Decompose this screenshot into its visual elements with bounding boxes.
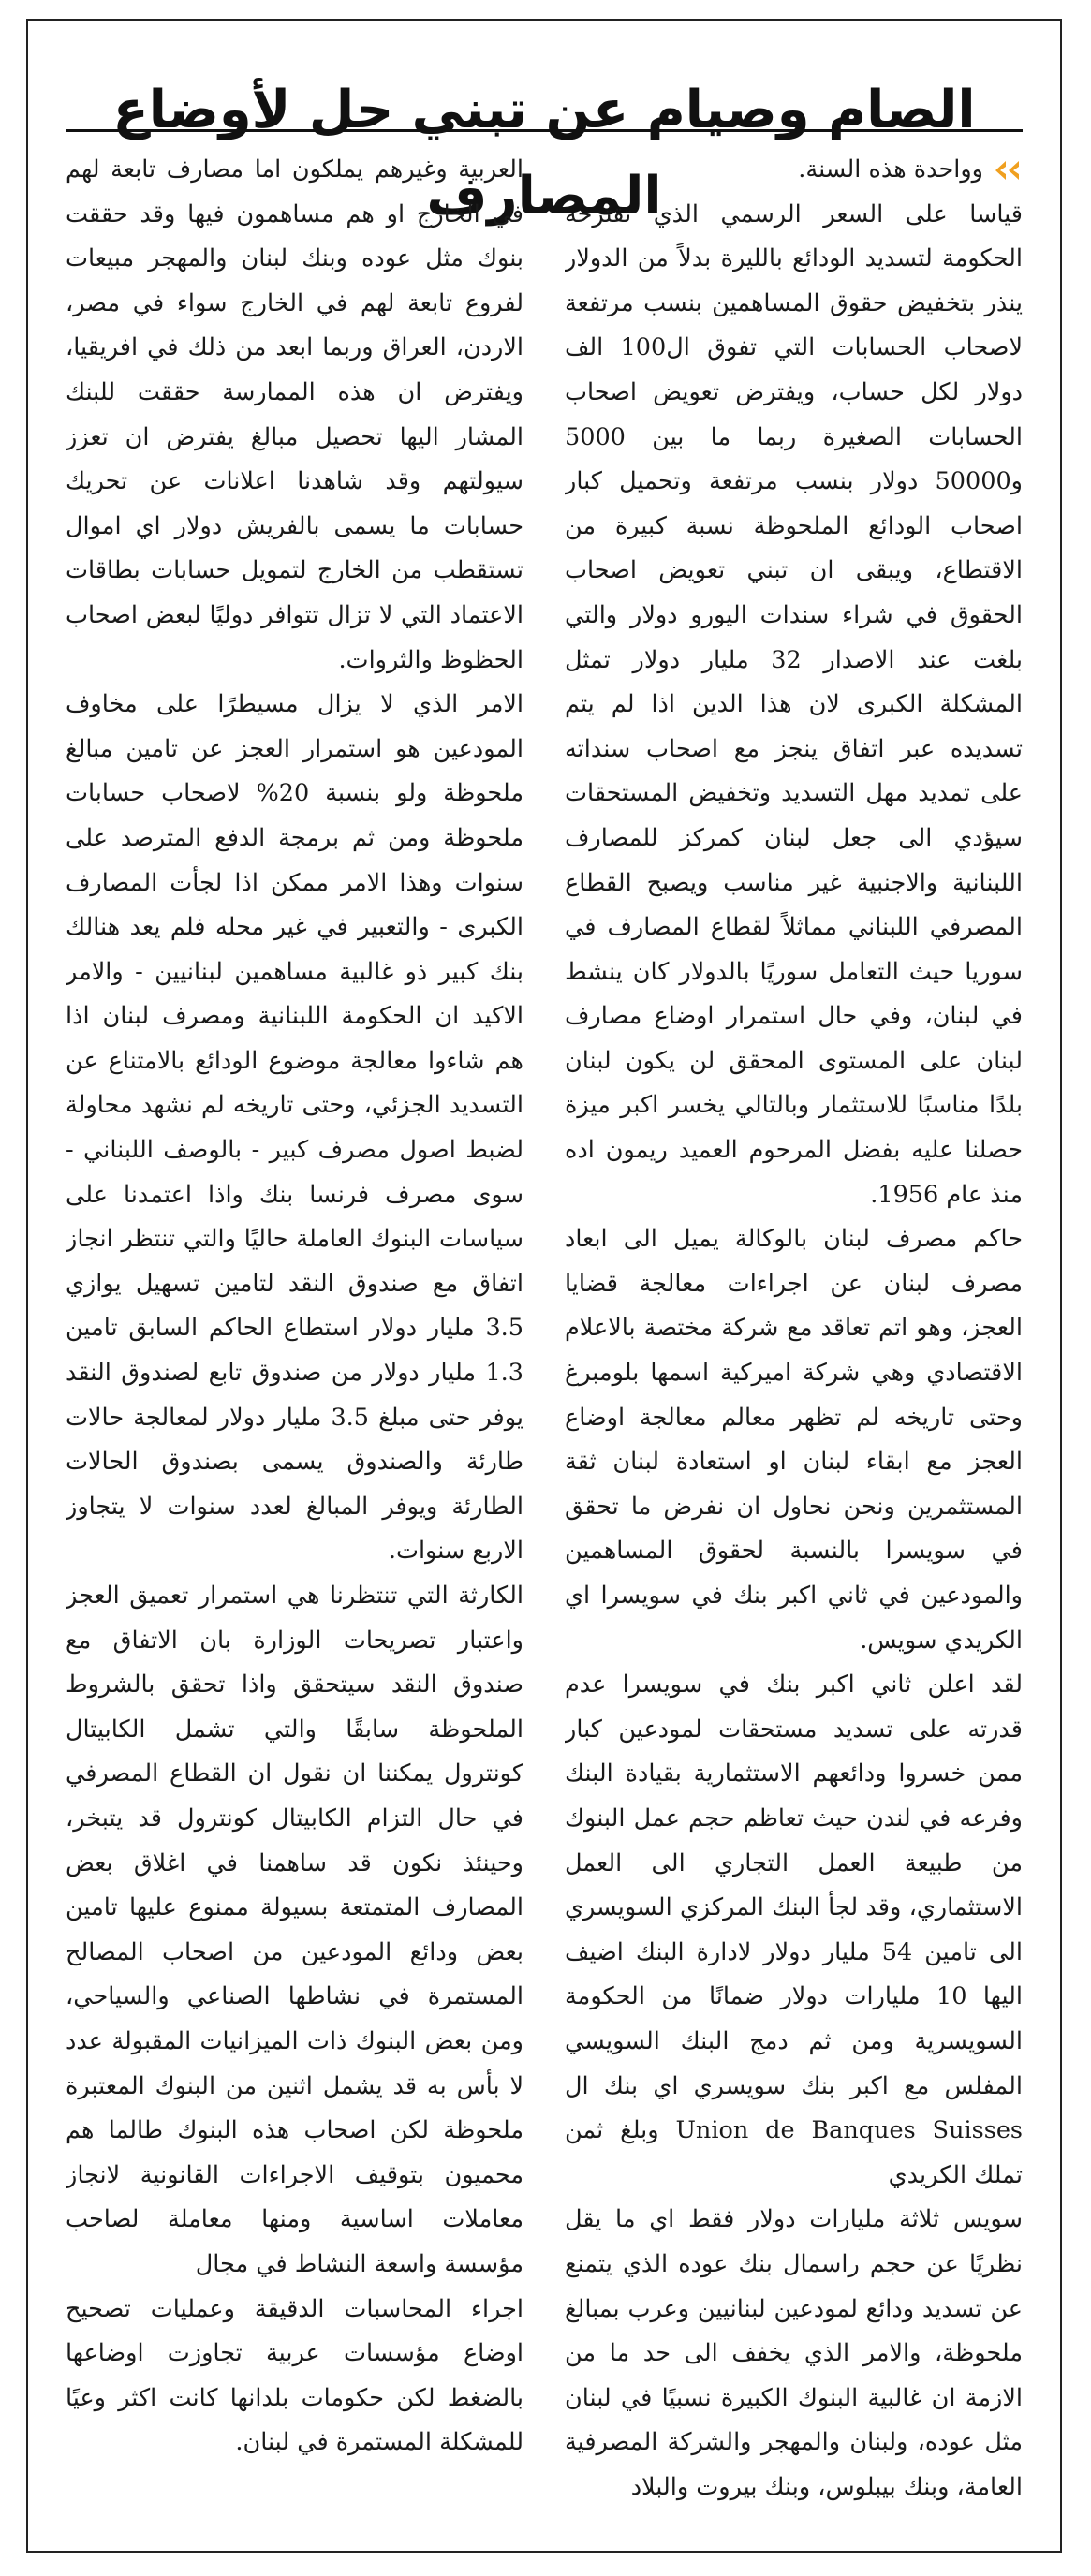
right-column <box>565 148 1023 2519</box>
paragraph: العربية وغيرهم يملكون اما مصارف تابعة لهم في الخارج او هم مساهمون فيها وقد حققت بنوك مثل عوده وبنك لبنان والمهجر مبيعات لفروع تابعة لهم في الخارج سواء في مصر، الاردن، العراق وربما ابعد من ذلك في افريقيا، ويفترض ان هذه الممارسة حققت للبنك المشار اليها تحصيل مبالغ يفترض ان تعزز سيولتهم وقد شاهدنا اعلانات عن تحريك حسابات ما يسمى بالفريش دولار اي اموال تستقطب من الخارج لتمويل حسابات بطاقات الاعتماد التي لا تزال تتوافر دوليًا لبعض اصحاب الحظوظ والثروات. <box>66 155 523 674</box>
lead-line <box>565 148 1023 193</box>
lead-text: وواحدة هذه السنة. <box>798 155 983 184</box>
article-headline: الصام وصيام عن تبني حل لأوضاع المصارف <box>112 79 976 227</box>
headline-divider <box>66 129 1023 132</box>
article-body <box>66 148 1023 2519</box>
paragraph: حاكم مصرف لبنان بالوكالة يميل الى ابعاد مصرف لبنان عن اجراءات معالجة قضايا العجز، وهو اتم تعاقد مع شركة مختصة بالاعلام الاقتصادي وهي شركة اميركية اسمها بلومبرغ وحتى تاريخه لم تظهر معالم معالجة اوضاع العجز مع ابقاء لبنان او استعادة لبنان ثقة المستثمرين ونحن نحاول ان نفرض ما تحقق في سويسرا بالنسبة لحقوق المساهمين والمودعين في ثاني اكبر بنك في سويسرا اي الكريدي سويس. <box>565 1225 1023 1655</box>
paragraph: قياسا على السعر الرسمي الذي تقترحه الحكومة لتسديد الودائع بالليرة بدلاً من الدولار ينذر بتخفيض حقوق المساهمين بنسب مرتفعة لاصحاب الحسابات التي تفوق ال100 الف دولار لكل حساب، ويفترض تعويض اصحاب الحسابات الصغيرة ربما ما بين 5000 و50000 دولار بنسب مرتفعة وتحميل كبار اصحاب الودائع الملحوظة نسبة كبيرة من الاقتطاع، ويبقى ان تبني تعويض اصحاب الحقوق في شراء سندات اليورو دولار والتي بلغت عند الاصدار 32 مليار دولار تمثل المشكلة الكبرى لان هذا الدين اذا لم يتم تسديده عبر اتفاق ينجز مع اصحاب سنداته على تمديد مهل التسديد وتخفيض المستحقات سيؤدي الى جعل لبنان كمركز للمصارف اللبنانية والاجنبية غير مناسب ويصبح القطاع المصرفي اللبناني مماثلاً لقطاع المصارف في سوريا حيث التعامل سوريًا بالدولار كان ينشط في لبنان، وفي حال استمرار اوضاع مصارف لبنان على المستوى المحقق لن يكون لبنان بلدًا مناسبًا للاستثمار وبالتالي يخسر اكبر ميزة حصلنا عليه بفضل المرحوم العميد ريمون اده منذ عام 1956. <box>565 199 1023 1209</box>
paragraph: لقد اعلن ثاني اكبر بنك في سويسرا عدم قدرته على تسديد مستحقات لمودعين كبار ممن خسروا ودائعهم الاستثمارية بقيادة البنك وفرعه في لندن حيث تعاظم حجم عمل البنوك من طبيعة العمل التجاري الى العمل الاستثماري، وقد لجأ البنك المركزي السويسري الى تامين 54 مليار دولار لادارة البنك اضيف اليها 10 مليارات دولار ضمانًا من الحكومة السويسرية ومن ثم دمج البنك السويسي المفلس مع اكبر بنك سويسري اي بنك ال Union de Banques Suisses وبلغ ثمن تملك الكريدي <box>565 1671 1023 2189</box>
paragraph: سويس ثلاثة مليارات دولار فقط اي ما يقل نظريًا عن حجم راسمال بنك عوده الذي يتمنع عن تسديد ودائع لمودعين لبنانيين وعرب بمبالغ ملحوظة، والامر الذي يخفف الى حد ما من الازمة ان غالبية البنوك الكبيرة نسبيًا في لبنان مثل عوده، ولبنان والمهجر والشركة المصرفية العامة، وبنك بيبلوس، وبنك بيروت والبلاد <box>565 2205 1023 2501</box>
article-frame <box>26 19 1062 2553</box>
left-column <box>66 148 523 2519</box>
double-chevron-left-icon <box>993 158 1023 183</box>
paragraph: الامر الذي لا يزال مسيطرًا على مخاوف المودعين هو استمرار العجز عن تامين مبالغ ملحوظة ولو بنسبة 20% لاصحاب حسابات ملحوظة ومن ثم برمجة الدفع المترصد على سنوات وهذا الامر ممكن اذا لجأت المصارف الكبرى - والتعبير في غير محله فلم يعد هنالك بنك كبير ذو غالبية مساهمين لبنانيين - والامر الاكيد ان الحكومة اللبنانية ومصرف لبنان اذا هم شاءوا معالجة موضوع الودائع بالامتناع عن التسديد الجزئي، وحتى تاريخه لم نشهد محاولة لضبط اصول مصرف كبير - بالوصف اللبناني - سوى مصرف فرنسا بنك واذا اعتمدنا على سياسات البنوك العاملة حاليًا والتي تنتظر انجاز اتفاق مع صندوق النقد لتامين تسهيل يوازي 3.5 مليار دولار استطاع الحاكم السابق تامين 1.3 مليار دولار من صندوق تابع لصندوق النقد يوفر حتى مبلغ 3.5 مليار دولار لمعالجة حالات طارئة والصندوق يسمى بصندوق الحالات الطارئة ويوفر المبالغ لعدد سنوات لا يتجاوز الاربع سنوات. <box>66 690 523 1566</box>
paragraph: الكارثة التي تنتظرنا هي استمرار تعميق العجز واعتبار تصريحات الوزارة بان الاتفاق مع صندوق النقد سيتحقق واذا تحقق بالشروط الملحوظة سابقًا والتي تشمل الكابيتال كونترول يمكننا ان نقول ان القطاع المصرفي في حال التزام الكابيتال كونترول قد يتبخر، وحينئذ نكون قد ساهمنا في اغلاق بعض المصارف المتمتعة بسيولة ممنوع عليها تامين بعض ودائع المودعين من اصحاب المصالح المستمرة في نشاطها الصناعي والسياحي، ومن بعض البنوك ذات الميزانيات المقبولة عدد لا بأس به قد يشمل اثنين من البنوك المعتبرة ملحوظة لكن اصحاب هذه البنوك طالما هم محميون بتوقيف الاجراءات القانونية لانجاز معاملات اساسية ومنها معاملة لصاحب مؤسسة واسعة النشاط في مجال <box>66 1582 523 2278</box>
paragraph: اجراء المحاسبات الدقيقة وعمليات تصحيح اوضاع مؤسسات عربية تجاوزت اوضاعها بالضغط لكن حكومات بلدانها كانت اكثر وعيًا للمشكلة المستمرة في لبنان. <box>66 2294 523 2457</box>
